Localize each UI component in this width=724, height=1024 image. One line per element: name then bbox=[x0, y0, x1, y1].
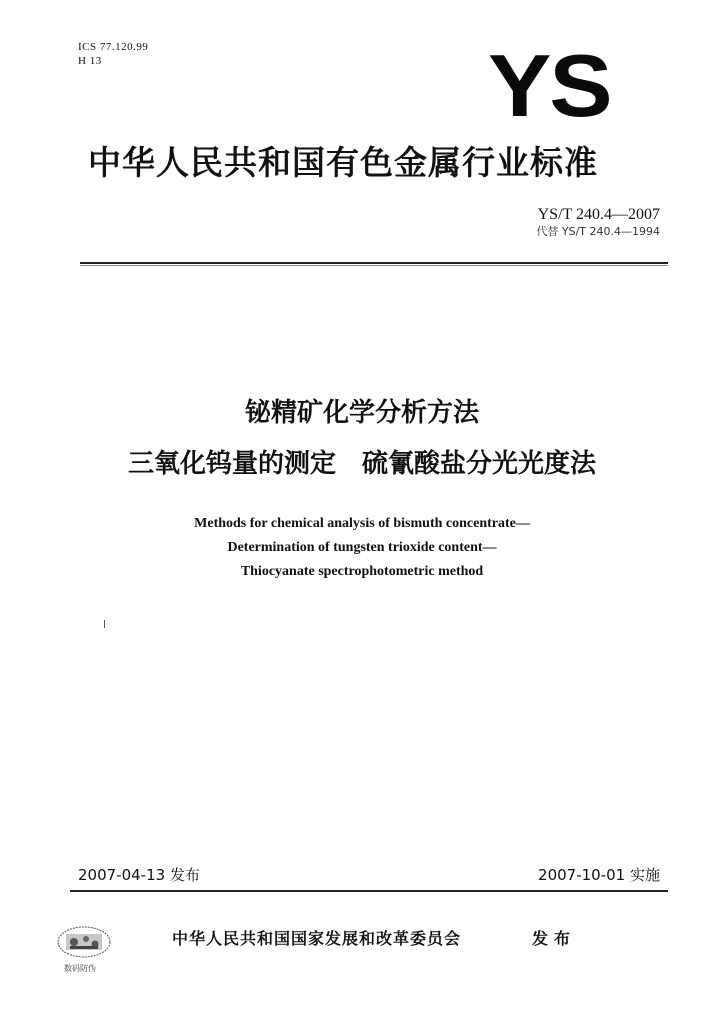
scan-mark bbox=[104, 620, 105, 628]
issuing-authority: 中华人民共和国国家发展和改革委员会 bbox=[172, 929, 462, 948]
chinese-title-line-2: 三氧化钨量的测定 硫氰酸盐分光光度法 bbox=[127, 449, 596, 479]
ccs-code: H 13 bbox=[78, 55, 102, 67]
top-divider bbox=[80, 262, 668, 264]
english-title-line-3: Thiocyanate spectrophotometric method bbox=[240, 564, 484, 579]
english-title-line-2: Determination of tungsten trioxide content— bbox=[227, 540, 497, 555]
seal-caption: 数码防伪 bbox=[64, 964, 96, 973]
issued-label: 发布 bbox=[532, 929, 577, 948]
top-divider-thin bbox=[80, 265, 668, 266]
ys-logo: YS bbox=[488, 36, 611, 135]
chinese-title-line-1: 铋精矿化学分析方法 bbox=[244, 398, 479, 428]
anti-counterfeit-seal-icon bbox=[56, 924, 112, 960]
classification-codes bbox=[78, 40, 148, 68]
bottom-divider bbox=[70, 890, 668, 892]
standard-number: YS/T 240.4—2007 bbox=[537, 206, 660, 223]
standard-category-title: 中华人民共和国有色金属行业标准 bbox=[88, 143, 598, 182]
english-title-line-1: Methods for chemical analysis of bismuth concentrate— bbox=[194, 516, 530, 531]
implementation-date: 2007-10-01 实施 bbox=[538, 866, 660, 884]
ics-code: ICS 77.120.99 bbox=[78, 41, 149, 53]
replaces-standard: 代替 YS/T 240.4—1994 bbox=[536, 225, 660, 238]
publication-date: 2007-04-13 发布 bbox=[78, 866, 200, 884]
